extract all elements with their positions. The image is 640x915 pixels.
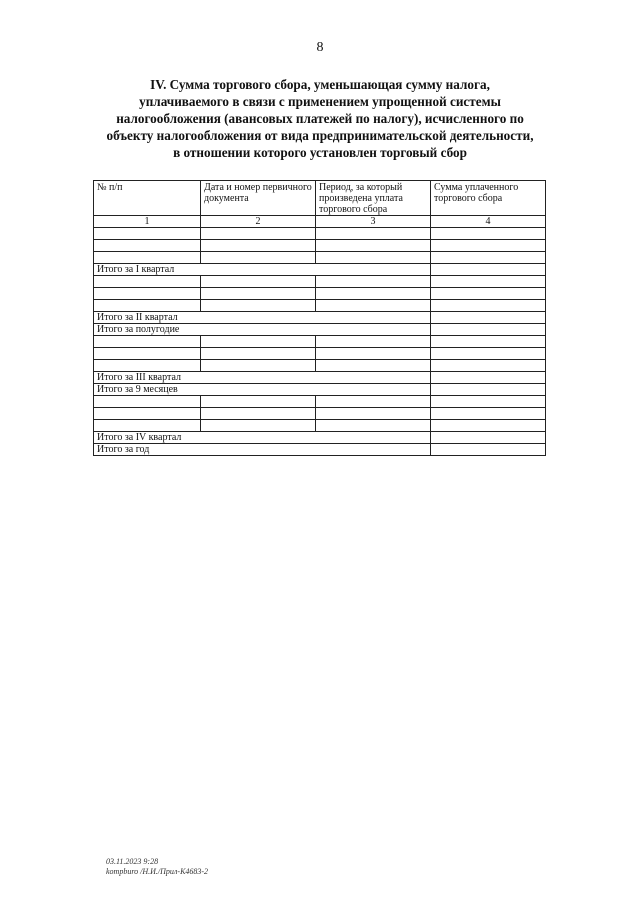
column-number: 2 xyxy=(201,216,316,228)
total-row-q3 xyxy=(94,372,546,384)
section-title-line: объекту налогообложения от вида предпринимательской деятельности, xyxy=(106,128,534,143)
total-label: Итого за II квартал xyxy=(94,312,431,324)
table-row xyxy=(94,336,546,348)
total-row-year xyxy=(94,444,546,456)
table-row xyxy=(94,252,546,264)
section-title-line: налогообложения (авансовых платежей по налогу), исчисленного по xyxy=(116,111,524,126)
table-row xyxy=(94,420,546,432)
total-row-q1 xyxy=(94,264,546,276)
header-cell-document: Дата и номер первичного документа xyxy=(201,181,316,216)
total-row-q2 xyxy=(94,312,546,324)
section-title xyxy=(95,76,545,161)
column-number: 3 xyxy=(316,216,431,228)
column-number: 4 xyxy=(431,216,546,228)
table-row xyxy=(94,348,546,360)
header-cell-amount: Сумма уплаченного торгового сбора xyxy=(431,181,546,216)
table-row xyxy=(94,288,546,300)
header-cell-period: Период, за который произведена уплата торгового сбора xyxy=(316,181,431,216)
trade-fee-table xyxy=(93,180,546,456)
total-label: Итого за 9 месяцев xyxy=(94,384,431,396)
total-row-q4 xyxy=(94,432,546,444)
footer-stamp xyxy=(106,857,208,877)
column-number: 1 xyxy=(94,216,201,228)
table-row xyxy=(94,360,546,372)
table-row xyxy=(94,240,546,252)
table-header-row xyxy=(94,181,546,216)
section-title-line: в отношении которого установлен торговый сбор xyxy=(173,145,467,160)
table-row xyxy=(94,276,546,288)
total-label: Итого за III квартал xyxy=(94,372,431,384)
section-title-line: IV. Сумма торгового сбора, уменьшающая сумму налога, xyxy=(150,77,490,92)
table-row xyxy=(94,408,546,420)
total-label: Итого за IV квартал xyxy=(94,432,431,444)
table-row xyxy=(94,228,546,240)
footer-date: 03.11.2023 9:28 xyxy=(106,857,159,866)
section-title-line: уплачиваемого в связи с применением упрощенной системы xyxy=(139,94,501,109)
total-row-nine-months xyxy=(94,384,546,396)
footer-file-ref: kompburo /Н.И./Прил-К4683-2 xyxy=(106,867,209,876)
total-label: Итого за год xyxy=(94,444,431,456)
column-number-row xyxy=(94,216,546,228)
total-label: Итого за I квартал xyxy=(94,264,431,276)
total-label: Итого за полугодие xyxy=(94,324,431,336)
table-row xyxy=(94,300,546,312)
total-row-half-year xyxy=(94,324,546,336)
table-row xyxy=(94,396,546,408)
page-number: 8 xyxy=(316,40,324,55)
header-cell-number: № п/п xyxy=(94,181,201,216)
